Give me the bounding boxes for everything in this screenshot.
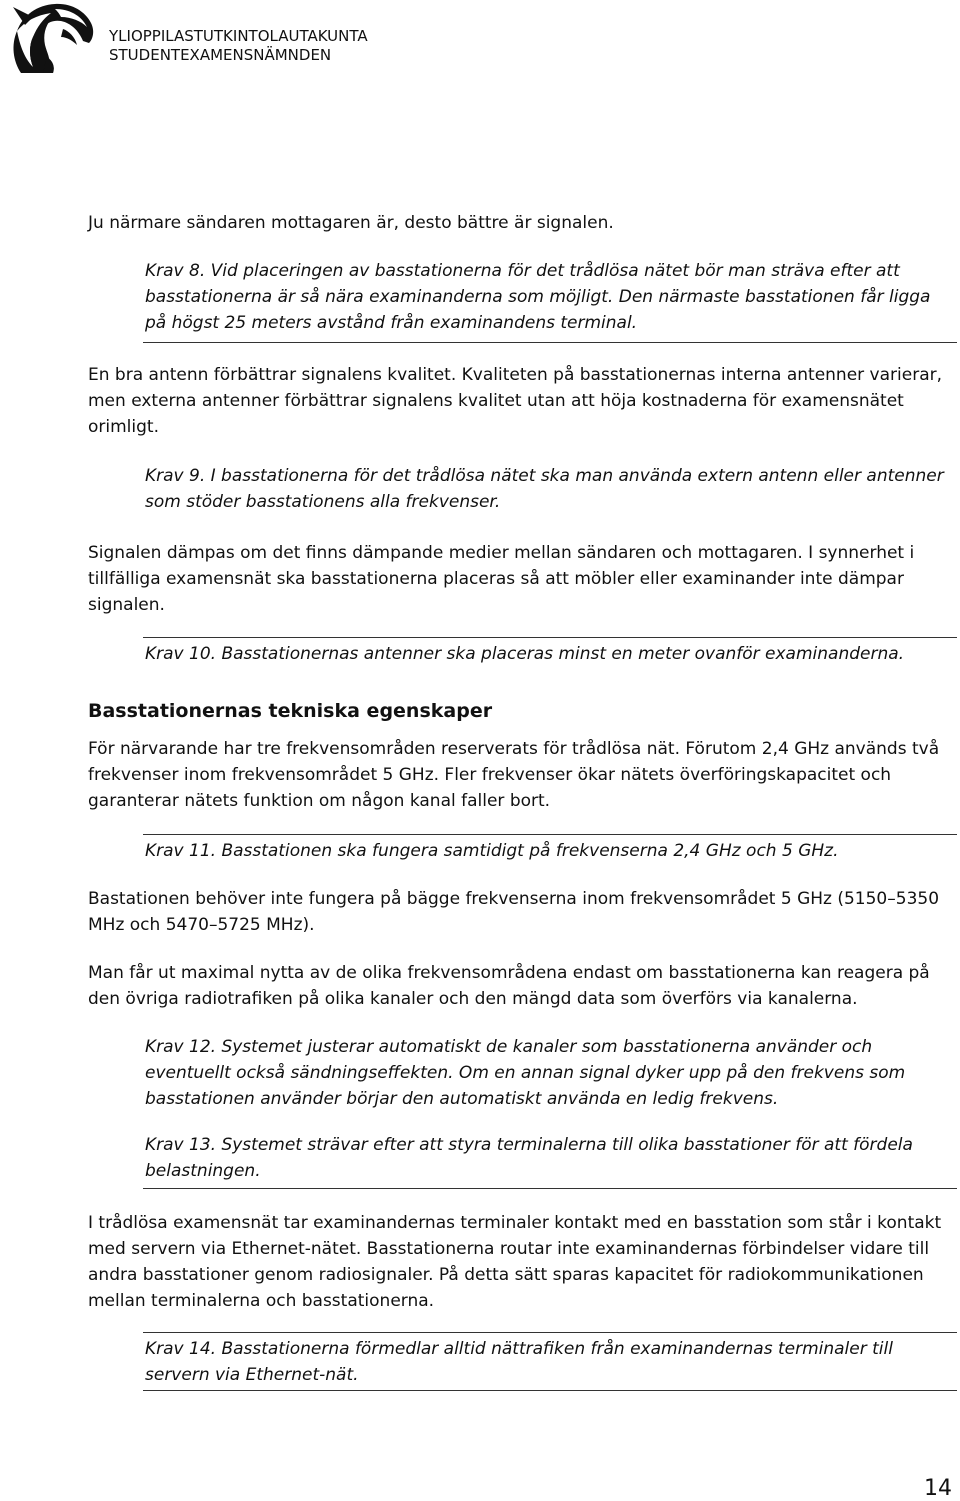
requirement-divider <box>143 1188 957 1189</box>
requirement-divider <box>143 637 957 638</box>
requirement-10: Krav 10. Basstationernas antenner ska placeras minst en meter ovanför examinanderna. <box>145 644 905 664</box>
requirement-11: Krav 11. Basstationen ska fungera samtidigt på frekvenserna 2,4 GHz och 5 GHz. <box>145 841 839 861</box>
requirement-block-9 <box>143 463 957 515</box>
requirement-block-10 <box>143 637 957 663</box>
section-heading: Basstationernas tekniska egenskaper <box>88 700 493 722</box>
requirement-9: Krav 9. I basstationerna för det trådlösa nätet ska man använda extern antenn eller antenner som stöder basstationens alla frekvenser. <box>145 466 944 512</box>
organization-name-finnish: YLIOPPILASTUTKINTOLAUTAKUNTA <box>109 27 368 45</box>
organization-name <box>109 27 368 65</box>
paragraph-distance: Ju närmare sändaren mottagaren är, desto bättre är signalen. <box>88 213 614 233</box>
helmeted-head-logo <box>3 1 103 76</box>
requirement-divider <box>143 342 957 343</box>
paragraph-ethernet-routing: I trådlösa examensnät tar examinandernas terminaler kontakt med en basstation som står i kontakt med servern via Ethernet-nätet. Basstationerna routar inte examinandernas förbindelser vidare till andra basstationer genom radiosignaler. På detta sätt sparas kapacitet för radiokommunikationen mellan terminalerna och basstationerna. <box>88 1213 942 1311</box>
paragraph-signal-damping: Signalen dämpas om det finns dämpande medier mellan sändaren och mottagaren. I synnerhet i tillfälliga examensnät ska basstationerna placeras så att möbler eller examinander inte dämpar signalen. <box>88 543 915 615</box>
paragraph-frequency-ranges: För närvarande har tre frekvensområden reserverats för trådlösa nät. Förutom 2,4 GHz används två frekvenser inom frekvensområdet 5 GHz. Fler frekvenser ökar nätets överföringskapacitet och garanterar nätets funktion om någon kanal faller bort. <box>88 739 940 811</box>
requirement-block-11 <box>143 834 957 860</box>
requirement-divider <box>143 1332 957 1333</box>
requirement-divider <box>143 1390 957 1391</box>
requirement-block-12-13 <box>143 1034 957 1181</box>
requirement-12: Krav 12. Systemet justerar automatiskt de kanaler som basstationerna använder och eventuellt också sändningseffekten. Om en annan signal dyker upp på den frekvens som basstationen använder börjar den automatiskt använda en ledig frekvens. <box>145 1037 906 1109</box>
page-number: 14 <box>924 1476 952 1501</box>
requirement-13: Krav 13. Systemet strävar efter att styra terminalerna till olika basstationer för att fördela belastningen. <box>145 1135 913 1181</box>
organization-name-swedish: STUDENTEXAMENSNÄMNDEN <box>109 46 332 64</box>
page-header <box>0 0 960 80</box>
requirement-8: Krav 8. Vid placeringen av basstationerna för det trådlösa nätet bör man sträva efter att basstationerna är så nära examinanderna som möjligt. Den närmaste basstationen får ligga på högst 25 meters avstånd från examinandens terminal. <box>145 261 931 333</box>
requirement-block-14 <box>143 1332 957 1384</box>
paragraph-antenna-quality: En bra antenn förbättrar signalens kvalitet. Kvaliteten på basstationernas interna antenner varierar, men externa antenner förbättrar signalens kvalitet utan att höja kostnaderna för examensnätet orimligt. <box>88 365 943 437</box>
requirement-block-8 <box>143 258 957 336</box>
requirement-14: Krav 14. Basstationerna förmedlar alltid nättrafiken från examinandernas terminaler till servern via Ethernet-nät. <box>145 1339 893 1385</box>
paragraph-5ghz-range: Bastationen behöver inte fungera på bägge frekvenserna inom frekvensområdet 5 GHz (5150–5350 MHz och 5470–5725 MHz). <box>88 889 940 935</box>
paragraph-radio-traffic: Man får ut maximal nytta av de olika frekvensområdena endast om basstationerna kan reagera på den övriga radiotrafiken på olika kanaler och den mängd data som överförs via kanalerna. <box>88 963 930 1009</box>
requirement-divider <box>143 834 957 835</box>
